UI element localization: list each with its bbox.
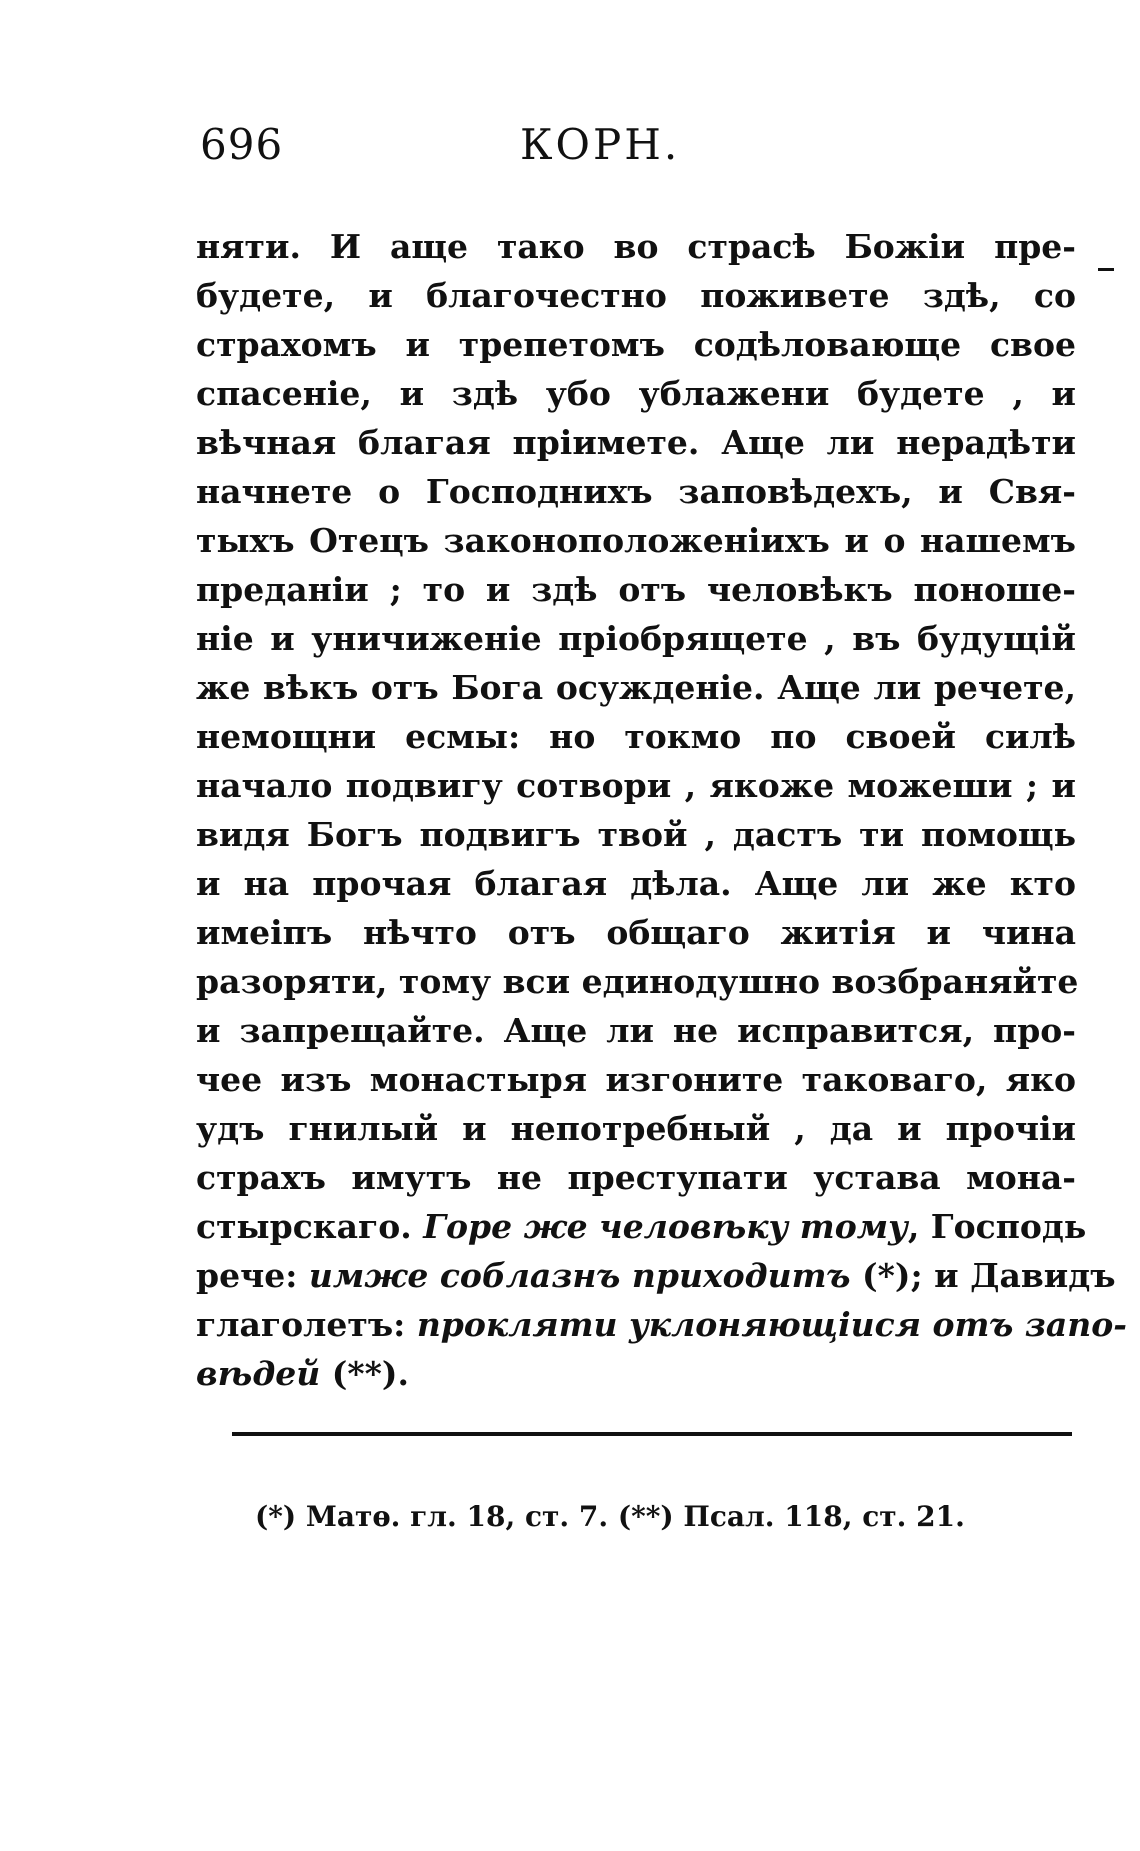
text-line: преданіи ; то и здѣ отъ человѣкъ поноше- — [196, 570, 1076, 609]
footnote: (*) Матѳ. гл. 18, ст. 7. (**) Псал. 118, ст. 21. — [255, 1500, 965, 1533]
text-line: няти. И аще тако во страсѣ Божіи пре- — [196, 227, 1076, 266]
footnote-rule — [232, 1432, 1072, 1436]
text-line: начало подвигу сотвори , якоже можеши ; и — [196, 766, 1076, 805]
line-segment: , Господь — [907, 1207, 1087, 1246]
quote-italic: прокляти уклоняющіися отъ запо- — [416, 1305, 1128, 1344]
text-line: ніе и уничиженіе пріобрящете , въ будущій — [196, 619, 1076, 658]
text-line: немощни есмы: но токмо по своей силѣ — [196, 717, 1076, 756]
quote-italic: Горе же человѣку тому — [423, 1207, 908, 1246]
page-header — [200, 120, 920, 180]
quote-italic: вѣдей — [196, 1354, 321, 1393]
quote-italic: имже соблазнъ приходитъ — [308, 1256, 851, 1295]
text-line: начнете о Господнихъ заповѣдехъ, и Свя- — [196, 472, 1076, 511]
line-segment: стырскаго. — [196, 1207, 412, 1246]
text-line: спасеніе, и здѣ убо ублажени будете , и — [196, 374, 1076, 413]
margin-mark — [1098, 268, 1114, 271]
text-line-mixed — [196, 1349, 1076, 1398]
text-line: вѣчная благая пріимете. Аще ли нерадѣти — [196, 423, 1076, 462]
text-line: же вѣкъ отъ Бога осужденіе. Аще ли речете, — [196, 668, 1076, 707]
text-line: и на прочая благая дѣла. Аще ли же кто — [196, 864, 1076, 903]
text-line: страхъ имутъ не преступати устава мона- — [196, 1158, 1076, 1197]
text-line: удъ гнилый и непотребный , да и прочіи — [196, 1109, 1076, 1148]
text-line: имеіпъ нѣчто отъ общаго житія и чина — [196, 913, 1076, 952]
text-line: видя Богъ подвигъ твой , дастъ ти помощь — [196, 815, 1076, 854]
text-line: и запрещайте. Аще ли не исправится, про- — [196, 1011, 1076, 1050]
text-line: будете, и благочестно поживете здѣ, со — [196, 276, 1076, 315]
line-segment: глаголетъ: — [196, 1305, 406, 1344]
line-segment: рече: — [196, 1256, 298, 1295]
line-segment: (*); и Давидъ — [862, 1256, 1116, 1295]
line-segment: (**). — [331, 1354, 409, 1393]
running-head: КОРН. — [520, 120, 681, 169]
text-line: тыхъ Отецъ законоположеніихъ и о нашемъ — [196, 521, 1076, 560]
page-number: 696 — [200, 120, 284, 169]
text-line-mixed — [196, 1300, 1128, 1349]
text-line: страхомъ и трепетомъ содѣловающе свое — [196, 325, 1076, 364]
text-line: чее изъ монастыря изгоните таковаго, яко — [196, 1060, 1076, 1099]
text-line: разоряти, тому вси единодушно возбраняйте — [196, 962, 1079, 1001]
text-line-mixed — [196, 1202, 1087, 1251]
body-text — [196, 222, 1128, 1398]
text-line-mixed — [196, 1251, 1116, 1300]
